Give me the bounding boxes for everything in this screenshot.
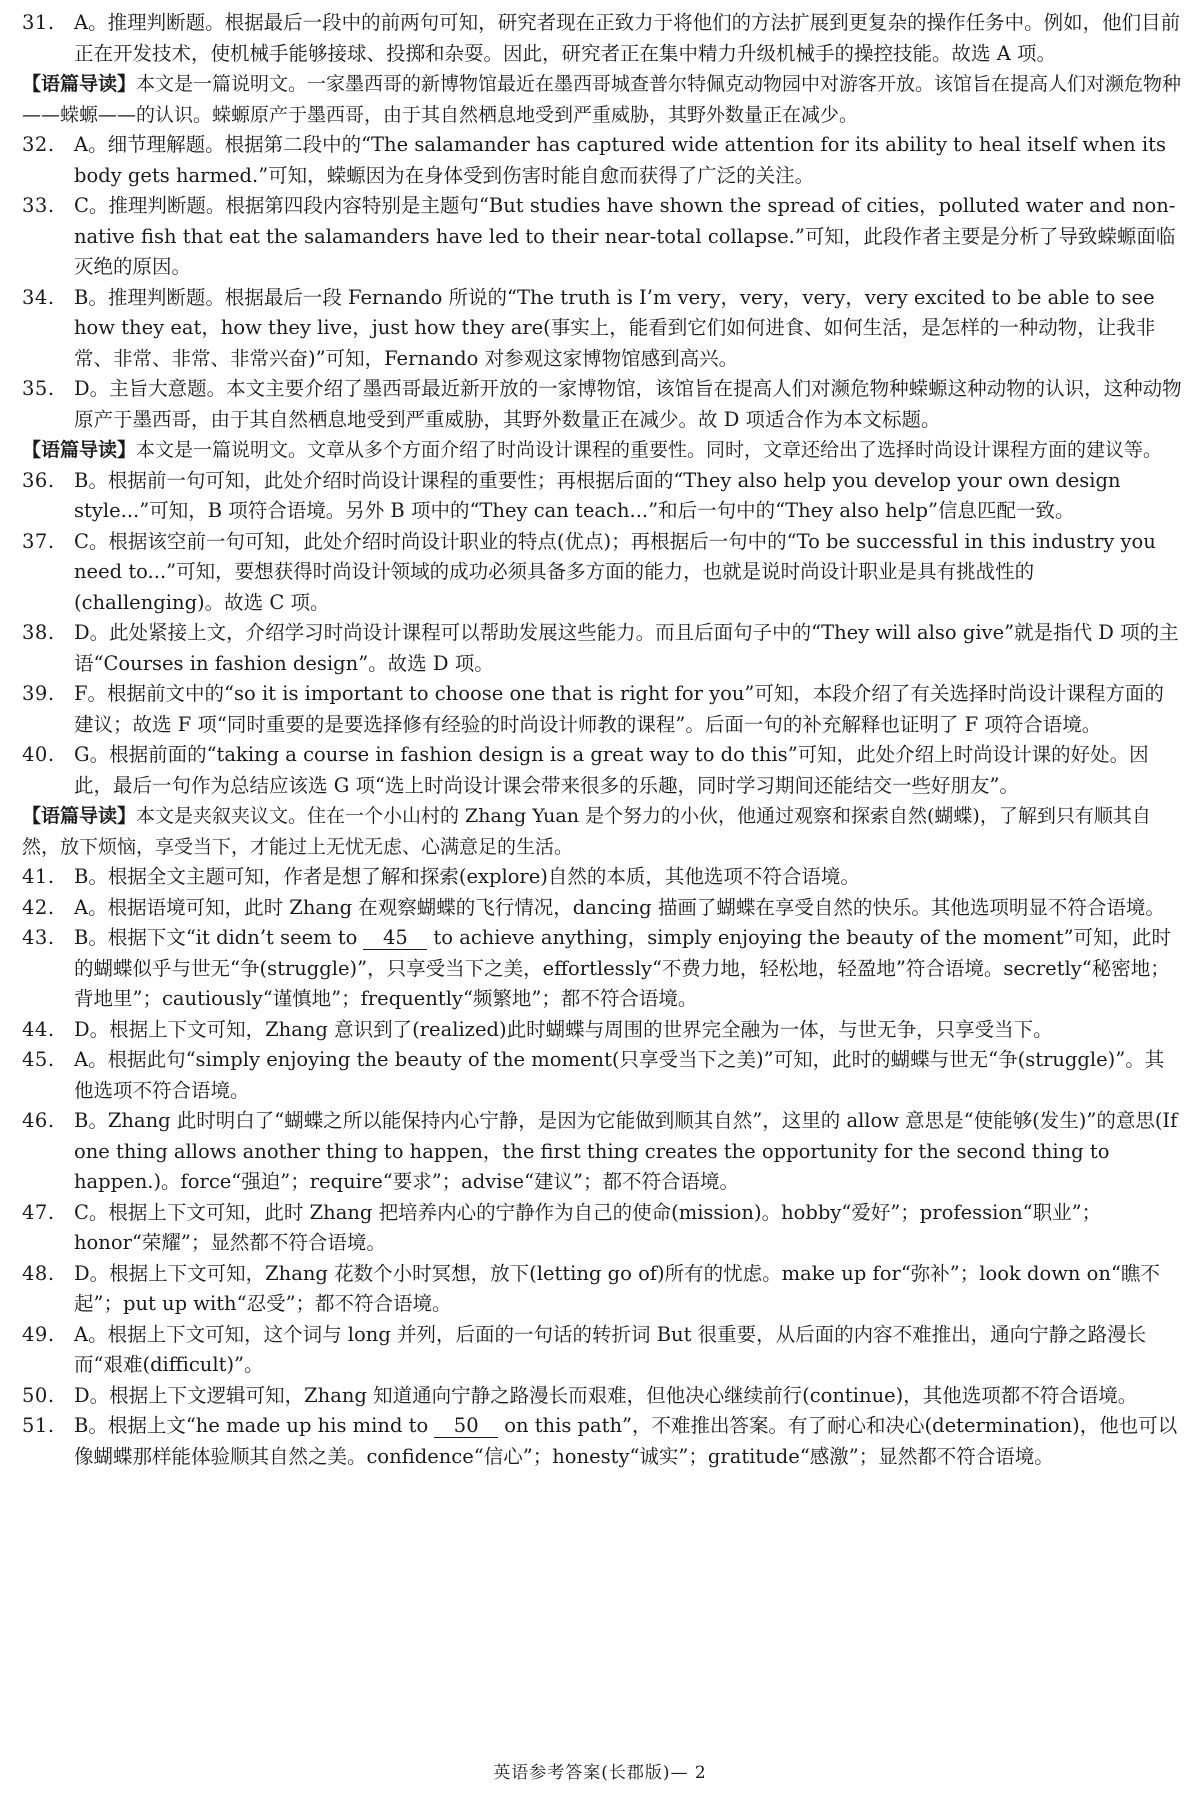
- answer-key-content: [22, 8, 1182, 1472]
- item-49: [22, 1320, 1182, 1381]
- item-number: 34.: [22, 285, 55, 309]
- item-45: [22, 1045, 1182, 1106]
- item-number: 51.: [22, 1414, 55, 1437]
- item-48: [22, 1259, 1182, 1320]
- item-text: to achieve anything，simply enjoying the beauty of the moment”可知，此时的蝴蝶似乎与世无“争(struggle)”，只享受当下之美，effortlessly“不费力地，轻松地，轻盈地”符合语境。secretly“秘密地；背地里”；cautiously“谨慎地”；frequently“频繁地”；都不符合语境。: [74, 926, 1172, 1010]
- item-number: 38.: [22, 621, 55, 644]
- guide-text: 本文是一篇说明文。文章从多个方面介绍了时尚设计课程的重要性。同时，文章还给出了选择时尚设计课程方面的建议等。: [136, 439, 1163, 461]
- item-38: [22, 618, 1182, 679]
- item-number: 47.: [22, 1200, 55, 1224]
- item-text: A。根据此句“simply enjoying the beauty of the moment(只享受当下之美)”可知，此时的蝴蝶与世无“争(struggle)”。其他选项不符合语境。: [74, 1048, 1165, 1102]
- item-text: D。根据上下文逻辑可知，Zhang 知道通向宁静之路漫长而艰难，但他决心继续前行(continue)，其他选项都不符合语境。: [74, 1383, 1138, 1407]
- item-39: [22, 679, 1182, 740]
- item-text: C。推理判断题。根据第四段内容特别是主题句“But studies have shown the spread of cities，polluted water and non-native fish that eat the salamanders have led to their near-total collapse.”可知，此段作者主要是分析了导致蝾螈面临灭绝的原因。: [74, 194, 1176, 278]
- item-number: 37.: [22, 529, 55, 553]
- passage-guide: [22, 801, 1182, 862]
- item-37: [22, 527, 1182, 619]
- item-34: [22, 283, 1182, 375]
- item-36: [22, 466, 1182, 527]
- item-number: 39.: [22, 682, 55, 705]
- item-number: 41.: [22, 865, 55, 888]
- blank-number: 50: [434, 1415, 498, 1438]
- item-number: 32.: [22, 133, 55, 156]
- item-43: [22, 923, 1182, 1015]
- item-number: 31.: [22, 11, 55, 34]
- item-32: [22, 130, 1182, 191]
- item-text: B。推理判断题。根据最后一段 Fernando 所说的“The truth is I’m very，very，very，very excited to be able to see how they eat，how they live，just how they are(事实上，能看到它们如何进食、如何生活，是怎样的一种动物，让我非常、非常、非常、非常兴奋)”可知，Fernando 对参观这家博物馆感到高兴。: [74, 285, 1156, 370]
- item-text: D。主旨大意题。本文主要介绍了墨西哥最近新开放的一家博物馆，该馆旨在提高人们对濒危物种蝾螈这种动物的认识，这种动物原产于墨西哥，由于其自然栖息地受到严重威胁，其野外数量正在减少。故 D 项适合作为本文标题。: [74, 377, 1182, 431]
- item-text: B。Zhang 此时明白了“蝴蝶之所以能保持内心宁静，是因为它能做到顺其自然”，这里的 allow 意思是“使能够(发生)”的意思(If one thing allows another thing to happen，the first thing creates the opportunity for the second thing to happen.)。force“强迫”；require“要求”；advise“建议”；都不符合语境。: [74, 1109, 1178, 1193]
- item-number: 43.: [22, 926, 55, 949]
- item-47: [22, 1198, 1182, 1259]
- blank-number: 45: [363, 927, 427, 950]
- item-number: 42.: [22, 895, 55, 919]
- item-number: 44.: [22, 1017, 55, 1041]
- item-number: 46.: [22, 1109, 55, 1132]
- guide-tag: 【语篇导读】: [22, 439, 137, 461]
- item-text: C。根据该空前一句可知，此处介绍时尚设计职业的特点(优点)；再根据后一句中的“To be successful in this industry you need to...”可知，要想获得时尚设计领域的成功必须具备多方面的能力，也就是说时尚设计职业是具有挑战性的(challenging)。故选 C 项。: [74, 529, 1156, 614]
- item-text-start: B。根据上文“he made up his mind to: [74, 1414, 429, 1437]
- item-51: [22, 1411, 1182, 1472]
- item-text: D。此处紧接上文，介绍学习时尚设计课程可以帮助发展这些能力。而且后面句子中的“They will also give”就是指代 D 项的主语“Courses in fashion design”。故选 D 项。: [74, 621, 1179, 675]
- item-number: 35.: [22, 377, 55, 400]
- item-text: B。根据全文主题可知，作者是想了解和探索(explore)自然的本质，其他选项不符合语境。: [74, 865, 860, 888]
- guide-tag: 【语篇导读】: [22, 805, 137, 827]
- item-41: [22, 862, 1182, 893]
- guide-text: 本文是夹叙夹议文。住在一个小山村的 Zhang Yuan 是个努力的小伙，他通过观察和探索自然(蝴蝶)，了解到只有顺其自然，放下烦恼，享受当下，才能过上无忧无虑、心满意足的生活。: [22, 805, 1151, 858]
- item-text: D。根据上下文可知，Zhang 花数个小时冥想，放下(letting go of)所有的忧虑。make up for“弥补”；look down on“瞧不起”；put up with“忍受”；都不符合语境。: [74, 1261, 1160, 1315]
- item-33: [22, 191, 1182, 283]
- item-text: F。根据前文中的“so it is important to choose one that is right for you”可知，本段介绍了有关选择时尚设计课程方面的建议；故选 F 项“同时重要的是要选择修有经验的时尚设计师教的课程”。后面一句的补充解释也证明了 F 项符合语境。: [74, 682, 1164, 736]
- item-50: [22, 1381, 1182, 1412]
- item-text: A。推理判断题。根据最后一段中的前两句可知，研究者现在正致力于将他们的方法扩展到更复杂的操作任务中。例如，他们目前正在开发技术，使机械手能够接球、投掷和杂耍。因此，研究者正在集中精力升级机械手的操控技能。故选 A 项。: [74, 11, 1181, 65]
- item-text: G。根据前面的“taking a course in fashion design is a great way to do this”可知，此处介绍上时尚设计课的好处。因此，最后一句作为总结应该选 G 项“选上时尚设计课会带来很多的乐趣，同时学习期间还能结交一些好朋友”。: [74, 743, 1149, 797]
- item-text: C。根据上下文可知，此时 Zhang 把培养内心的宁静作为自己的使命(mission)。hobby“爱好”；profession“职业”；honor“荣耀”；显然都不符合语境。: [74, 1200, 1102, 1254]
- item-number: 48.: [22, 1261, 55, 1285]
- item-text-start: B。根据下文“it didn’t seem to: [74, 926, 358, 949]
- item-text: on this path”，不难推出答案。有了耐心和决心(determination)，他也可以像蝴蝶那样能体验顺其自然之美。confidence“信心”；honesty“诚实”；gratitude“感激”；显然都不符合语境。: [74, 1414, 1178, 1468]
- item-42: [22, 893, 1182, 924]
- item-text: D。根据上下文可知，Zhang 意识到了(realized)此时蝴蝶与周围的世界完全融为一体，与世无争，只享受当下。: [74, 1017, 1053, 1041]
- guide-text: 本文是一篇说明文。一家墨西哥的新博物馆最近在墨西哥城查普尔特佩克动物园中对游客开放。该馆旨在提高人们对濒危物种——蝾螈——的认识。蝾螈原产于墨西哥，由于其自然栖息地受到严重威胁，其野外数量正在减少。: [22, 73, 1182, 126]
- page-footer: 英语参考答案(长郡版)— 2: [493, 1763, 707, 1783]
- item-text: B。根据前一句可知，此处介绍时尚设计课程的重要性；再根据后面的“They also help you develop your own design style...”可知，B 项符合语境。另外 B 项中的“They can teach...”和后一句中的“They also help”信息匹配一致。: [74, 468, 1121, 522]
- item-number: 40.: [22, 743, 55, 766]
- item-number: 50.: [22, 1383, 55, 1407]
- passage-guide: [22, 435, 1182, 466]
- item-31: [22, 8, 1182, 69]
- item-number: 49.: [22, 1322, 55, 1346]
- item-40: [22, 740, 1182, 801]
- item-number: 45.: [22, 1048, 55, 1071]
- passage-guide: [22, 69, 1182, 130]
- item-44: [22, 1015, 1182, 1046]
- item-text: A。根据语境可知，此时 Zhang 在观察蝴蝶的飞行情况，dancing 描画了蝴蝶在享受自然的快乐。其他选项明显不符合语境。: [74, 895, 1165, 919]
- item-text: A。根据上下文可知，这个词与 long 并列，后面的一句话的转折词 But 很重要，从后面的内容不难推出，通向宁静之路漫长而“艰难(difficult)”。: [74, 1322, 1147, 1376]
- guide-tag: 【语篇导读】: [22, 73, 137, 95]
- item-46: [22, 1106, 1182, 1198]
- item-number: 33.: [22, 194, 55, 217]
- item-text: A。细节理解题。根据第二段中的“The salamander has captured wide attention for its ability to heal itself when its body gets harmed.”可知，蝾螈因为在身体受到伤害时能自愈而获得了广泛的关注。: [74, 133, 1167, 187]
- item-35: [22, 374, 1182, 435]
- item-number: 36.: [22, 468, 55, 492]
